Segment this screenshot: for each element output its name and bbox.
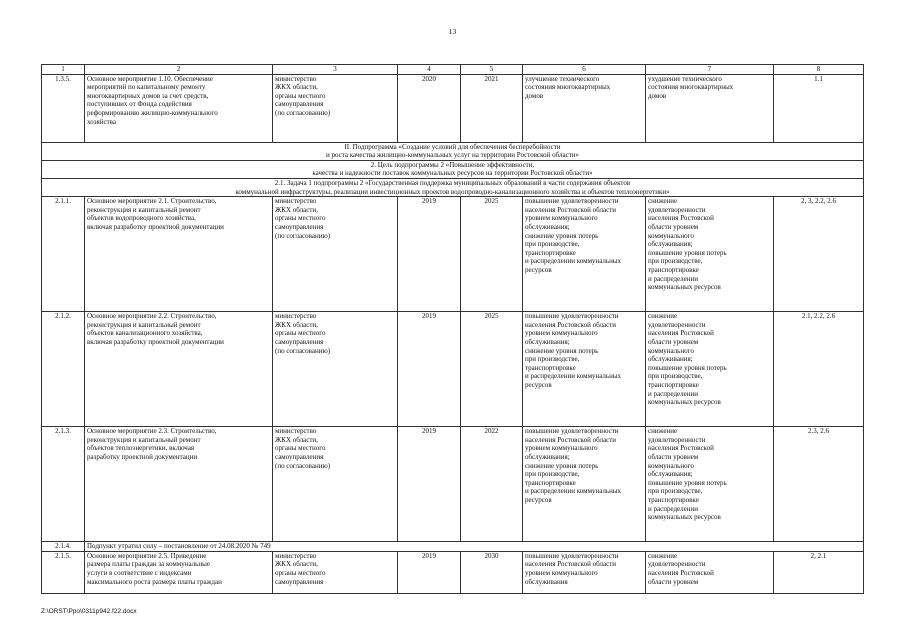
non-implementation-consequence-line: и распределении xyxy=(648,504,698,513)
executor-line: самоуправления xyxy=(275,577,324,586)
non-implementation-consequence-line: удовлетворенности xyxy=(648,320,706,329)
column-number: 1 xyxy=(42,65,85,75)
non-implementation-consequence-line: коммунального xyxy=(648,461,694,470)
expected-result-line: ресурсов xyxy=(525,265,552,274)
non-implementation-consequence-line: повышение уровня потерь xyxy=(648,363,727,372)
row-number: 2.1.2. xyxy=(42,312,85,427)
measure-name xyxy=(85,197,273,312)
non-implementation-consequence xyxy=(646,551,774,593)
non-implementation-consequence-line: области уровнем xyxy=(648,337,699,346)
executor-line: (по согласованию) xyxy=(275,346,331,355)
indicator-link: 2.3, 2.6 xyxy=(774,427,864,542)
non-implementation-consequence-line: населения Ростовской xyxy=(648,329,714,338)
column-number: 2 xyxy=(85,65,273,75)
measure-name-line: Основное мероприятие 2.5. Приведение xyxy=(87,551,207,560)
expected-result xyxy=(523,427,646,542)
non-implementation-consequence-line: коммунальных ресурсов xyxy=(648,283,721,292)
repealed-note: Подпункт утратил силу – постановление от 24.08.2020 № 749 xyxy=(85,542,864,552)
non-implementation-consequence-line: домов xyxy=(648,91,667,100)
start-year: 2019 xyxy=(398,197,461,312)
row-number: 2.1.1. xyxy=(42,197,85,312)
measure-name-line: максимального роста размера платы граждан xyxy=(87,577,222,586)
measure-name-line: Основное мероприятие 2.2. Строительство, xyxy=(87,312,217,321)
expected-result-line: снижение уровня потерь xyxy=(525,461,599,470)
non-implementation-consequence-line: повышение уровня потерь xyxy=(648,248,727,257)
expected-result xyxy=(523,551,646,593)
non-implementation-consequence-line: транспортировке xyxy=(648,495,699,504)
non-implementation-consequence-line: обслуживания; xyxy=(648,470,693,479)
column-number: 6 xyxy=(523,65,646,75)
measure-name-line: мероприятий по капитальному ремонту xyxy=(87,83,206,92)
measure-name-line: размера платы граждан за коммунальные xyxy=(87,560,210,569)
non-implementation-consequence-line: обслуживания; xyxy=(648,355,693,364)
subprogram-task xyxy=(42,178,864,196)
executor-line: ЖКХ области, xyxy=(275,83,318,92)
non-implementation-consequence-line: транспортировке xyxy=(648,380,699,389)
executor-line: ЖКХ области, xyxy=(275,435,318,444)
executor-line: ЖКХ области, xyxy=(275,205,318,214)
expected-result-line: уровнем коммунального xyxy=(525,329,598,338)
expected-result xyxy=(523,74,646,142)
expected-result-line: обслуживания; xyxy=(525,337,570,346)
non-implementation-consequence-line: и распределении xyxy=(648,389,698,398)
expected-result-line: обслуживания xyxy=(525,577,568,586)
non-implementation-consequence-line: коммунального xyxy=(648,231,694,240)
measure-name-line: услуги в соответствие с индексами xyxy=(87,568,192,577)
executor-line: органы местного xyxy=(275,91,326,100)
non-implementation-consequence-line: снижение xyxy=(648,427,678,436)
table-row xyxy=(42,312,864,427)
measure-name xyxy=(85,312,273,427)
non-implementation-consequence xyxy=(646,427,774,542)
measures-table xyxy=(41,64,864,594)
expected-result-line: населения Ростовской области xyxy=(525,320,616,329)
row-number: 2.1.3. xyxy=(42,427,85,542)
row-number: 1.3.5. xyxy=(42,74,85,142)
non-implementation-consequence-line: снижение xyxy=(648,197,678,206)
expected-result-line: снижение уровня потерь xyxy=(525,231,599,240)
non-implementation-consequence-line: коммунального xyxy=(648,346,694,355)
expected-result-line: повышение удовлетворенности xyxy=(525,551,619,560)
indicator-link: 2, 2.1 xyxy=(774,551,864,593)
indicator-link: 2.1, 2.2, 2.6 xyxy=(774,312,864,427)
executor-line: органы местного xyxy=(275,568,326,577)
subprogram-title xyxy=(42,142,864,160)
measure-name-line: включая разработку проектной документации xyxy=(87,337,224,346)
expected-result-line: населения Ростовской области xyxy=(525,205,616,214)
executor-line: ЖКХ области, xyxy=(275,320,318,329)
row-number: 2.1.4. xyxy=(42,542,85,552)
end-year: 2021 xyxy=(461,74,523,142)
start-year: 2019 xyxy=(398,551,461,593)
expected-result-line: ресурсов xyxy=(525,380,552,389)
non-implementation-consequence-line: снижение xyxy=(648,312,678,321)
measure-name xyxy=(85,427,273,542)
non-implementation-consequence-line: коммунальных ресурсов xyxy=(648,513,721,522)
expected-result-line: снижение уровня потерь xyxy=(525,346,599,355)
expected-result xyxy=(523,312,646,427)
measure-name-line: включая разработку проектной документации xyxy=(87,222,224,231)
expected-result-line: повышение удовлетворенности xyxy=(525,197,619,206)
executor-line: министерство xyxy=(275,197,317,206)
measure-name-line: объектов канализационного хозяйства, xyxy=(87,329,203,338)
subprogram-goal-line: 2. Цель подпрограммы 2 «Повышение эффективности, xyxy=(370,160,535,169)
executor-line: самоуправления xyxy=(275,100,324,109)
page-number: 13 xyxy=(448,27,457,36)
measure-name xyxy=(85,74,273,142)
non-implementation-consequence-line: населения Ростовской xyxy=(648,214,714,223)
non-implementation-consequence-line: при производстве, xyxy=(648,372,703,381)
expected-result-line: и распределении коммунальных xyxy=(525,257,622,266)
expected-result-line: транспортировке xyxy=(525,363,576,372)
non-implementation-consequence-line: удовлетворенности xyxy=(648,205,706,214)
measure-name-line: реформированию жилищно-коммунального xyxy=(87,108,218,117)
non-implementation-consequence-line: снижение xyxy=(648,551,678,560)
subprogram-task-line: коммунальной инфраструктуры, реализации инвестиционных проектов водопроводно-канализационного хозяйства и объектов теплоэнергетики» xyxy=(235,187,670,196)
table-row xyxy=(42,74,864,142)
expected-result-line: ресурсов xyxy=(525,495,552,504)
expected-result-line: уровнем коммунального xyxy=(525,444,598,453)
expected-result-line: повышение удовлетворенности xyxy=(525,312,619,321)
column-number-header xyxy=(42,65,864,75)
end-year: 2022 xyxy=(461,427,523,542)
table-row xyxy=(42,542,864,552)
start-year: 2019 xyxy=(398,312,461,427)
executor xyxy=(273,312,398,427)
subprogram-title-line: и роста качества жилищно-коммунальных услуг на территории Ростовской области» xyxy=(325,151,580,160)
non-implementation-consequence-line: состояния многоквартирных xyxy=(648,83,734,92)
start-year: 2020 xyxy=(398,74,461,142)
expected-result-line: улучшение технического xyxy=(525,74,600,83)
subprogram-title-line: II. Подпрограмма «Создание условий для обеспечения бесперебойности xyxy=(344,142,561,151)
non-implementation-consequence-line: транспортировке xyxy=(648,265,699,274)
executor xyxy=(273,551,398,593)
subprogram-goal-line: качества и надежности поставок коммунальных ресурсов на территории Ростовской области» xyxy=(312,169,593,178)
non-implementation-consequence-line: повышение уровня потерь xyxy=(648,478,727,487)
non-implementation-consequence xyxy=(646,197,774,312)
non-implementation-consequence-line: области уровнем xyxy=(648,577,699,586)
executor-line: министерство xyxy=(275,427,317,436)
measure-name-line: хозяйства xyxy=(87,117,116,126)
table-row xyxy=(42,551,864,593)
measure-name-line: поступивших от Фонда содействия xyxy=(87,100,192,109)
executor-line: министерство xyxy=(275,74,317,83)
expected-result-line: состояния многоквартирных xyxy=(525,83,611,92)
subprogram-goal xyxy=(42,160,864,178)
measure-name-line: реконструкция и капитальный ремонт xyxy=(87,435,201,444)
non-implementation-consequence-line: ухудшение технического xyxy=(648,74,722,83)
indicator-link: 2, 3, 2.2, 2.6 xyxy=(774,197,864,312)
column-number: 8 xyxy=(774,65,864,75)
expected-result-line: и распределении коммунальных xyxy=(525,372,622,381)
subprogram-task-line: 2.1. Задача 1 подпрограммы 2 «Государственная поддержка муниципальных образований в части содержания объектов xyxy=(274,178,631,187)
expected-result-line: обслуживания; xyxy=(525,452,570,461)
executor xyxy=(273,74,398,142)
non-implementation-consequence xyxy=(646,74,774,142)
expected-result-line: обслуживания; xyxy=(525,222,570,231)
executor-line: министерство xyxy=(275,312,317,321)
expected-result-line: уровнем коммунального xyxy=(525,214,598,223)
non-implementation-consequence-line: и распределении xyxy=(648,274,698,283)
column-number: 5 xyxy=(461,65,523,75)
non-implementation-consequence-line: при производстве, xyxy=(648,257,703,266)
expected-result-line: при производстве, xyxy=(525,240,580,249)
expected-result-line: населения Ростовской области xyxy=(525,560,616,569)
column-number: 4 xyxy=(398,65,461,75)
non-implementation-consequence-line: удовлетворенности xyxy=(648,560,706,569)
executor-line: органы местного xyxy=(275,329,326,338)
executor-line: самоуправления xyxy=(275,337,324,346)
subprogram-title-row xyxy=(42,142,864,160)
executor xyxy=(273,427,398,542)
measure-name-line: Основное мероприятие 2.1. Строительство, xyxy=(87,197,217,206)
non-implementation-consequence-line: коммунальных ресурсов xyxy=(648,398,721,407)
executor-line: органы местного xyxy=(275,214,326,223)
expected-result-line: повышение удовлетворенности xyxy=(525,427,619,436)
expected-result-line: домов xyxy=(525,91,544,100)
non-implementation-consequence-line: области уровнем xyxy=(648,452,699,461)
executor-line: ЖКХ области, xyxy=(275,560,318,569)
expected-result-line: при производстве, xyxy=(525,355,580,364)
expected-result-line: уровнем коммунального xyxy=(525,568,598,577)
end-year: 2025 xyxy=(461,197,523,312)
executor-line: (по согласованию) xyxy=(275,231,331,240)
expected-result-line: транспортировке xyxy=(525,248,576,257)
executor xyxy=(273,197,398,312)
expected-result-line: транспортировке xyxy=(525,478,576,487)
measure-name-line: Основное мероприятие 1.10. Обеспечение xyxy=(87,74,213,83)
table-row xyxy=(42,427,864,542)
non-implementation-consequence xyxy=(646,312,774,427)
executor-line: самоуправления xyxy=(275,222,324,231)
table-row xyxy=(42,197,864,312)
non-implementation-consequence-line: населения Ростовской xyxy=(648,444,714,453)
measure-name-line: объектов теплоэнергетики, включая xyxy=(87,444,195,453)
executor-line: (по согласованию) xyxy=(275,461,331,470)
start-year: 2019 xyxy=(398,427,461,542)
measure-name-line: реконструкция и капитальный ремонт xyxy=(87,205,201,214)
non-implementation-consequence-line: при производстве, xyxy=(648,487,703,496)
measure-name-line: объектов водопроводного хозяйства, xyxy=(87,214,196,223)
end-year: 2030 xyxy=(461,551,523,593)
executor-line: органы местного xyxy=(275,444,326,453)
non-implementation-consequence-line: области уровнем xyxy=(648,222,699,231)
expected-result xyxy=(523,197,646,312)
indicator-link: 1.1 xyxy=(774,74,864,142)
non-implementation-consequence-line: удовлетворенности xyxy=(648,435,706,444)
subprogram-goal-row xyxy=(42,160,864,178)
end-year: 2025 xyxy=(461,312,523,427)
expected-result-line: и распределении коммунальных xyxy=(525,487,622,496)
executor-line: министерство xyxy=(275,551,317,560)
measure-name-line: Основное мероприятие 2.3. Строительство, xyxy=(87,427,217,436)
file-path-footer: Z:\ORST\Ppo\0311p942.f22.docx xyxy=(41,608,137,615)
row-number: 2.1.5. xyxy=(42,551,85,593)
executor-line: (по согласованию) xyxy=(275,108,331,117)
non-implementation-consequence-line: обслуживания; xyxy=(648,240,693,249)
column-number: 3 xyxy=(273,65,398,75)
measure-name-line: многоквартирных домов за счет средств, xyxy=(87,91,209,100)
executor-line: самоуправления xyxy=(275,452,324,461)
expected-result-line: населения Ростовской области xyxy=(525,435,616,444)
subprogram-task-row xyxy=(42,178,864,196)
expected-result-line: при производстве, xyxy=(525,470,580,479)
measure-name xyxy=(85,551,273,593)
column-number: 7 xyxy=(646,65,774,75)
non-implementation-consequence-line: населения Ростовской xyxy=(648,568,714,577)
measure-name-line: разработку проектной документации xyxy=(87,452,198,461)
measure-name-line: реконструкция и капитальный ремонт xyxy=(87,320,201,329)
